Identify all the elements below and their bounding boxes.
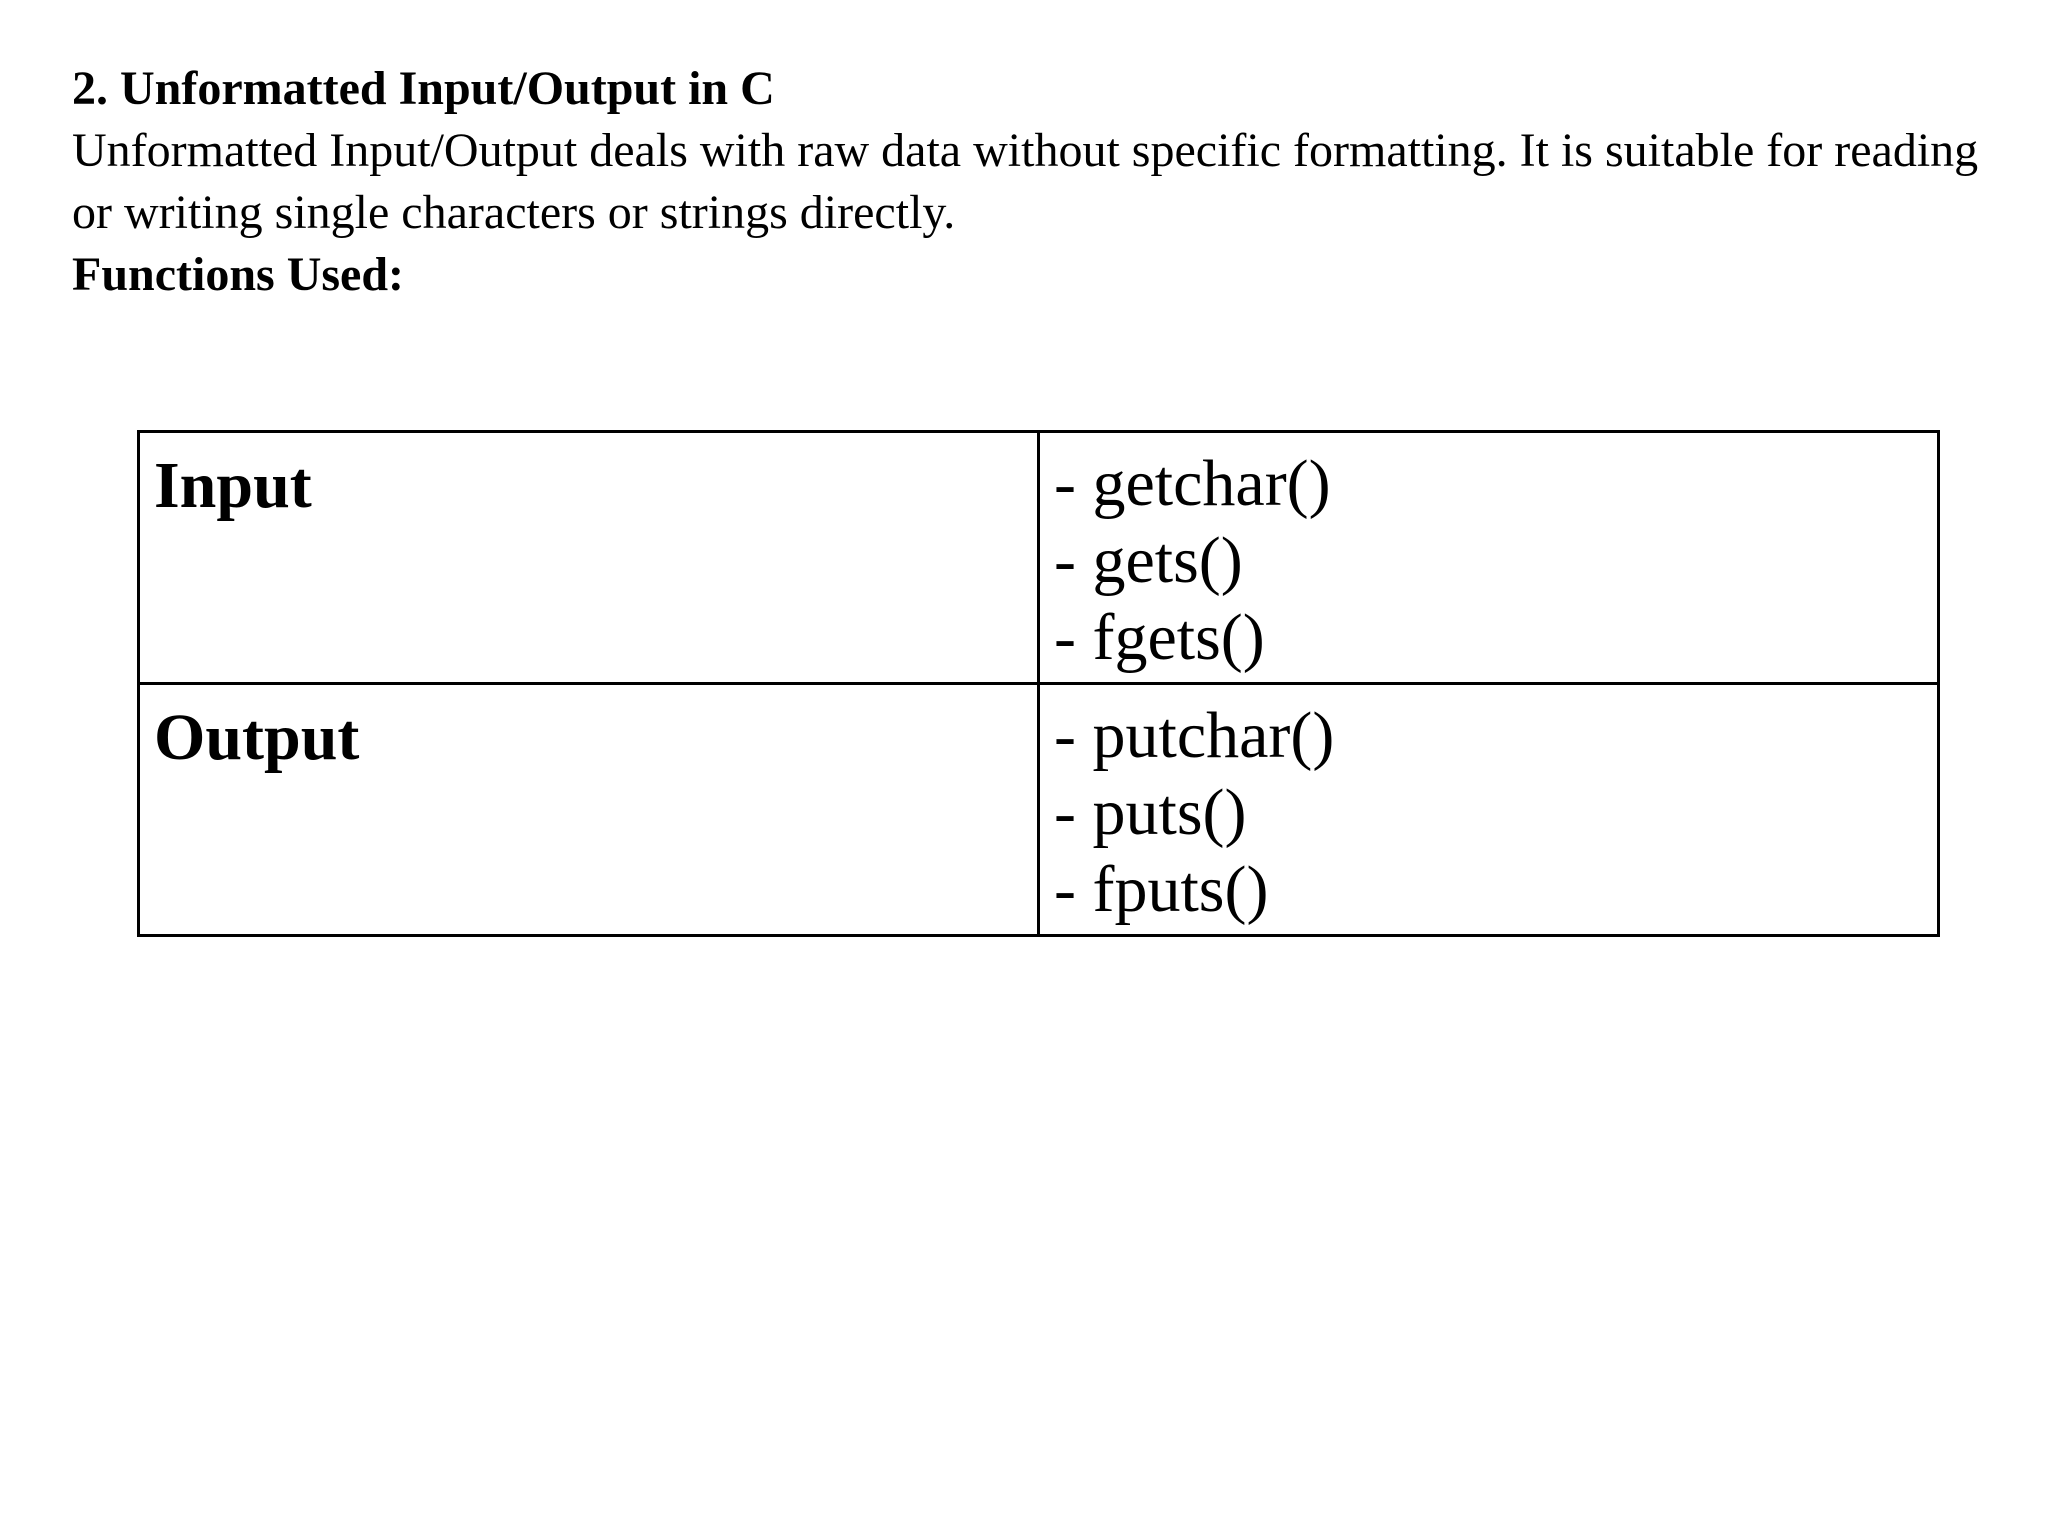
- document-text: [72, 58, 1992, 306]
- table-cell-label: Output: [139, 684, 1039, 936]
- section-paragraph: Unformatted Input/Output deals with raw data without specific formatting. It is suitable for reading or writing single characters or strings directly.: [72, 124, 1979, 239]
- function-item: - gets(): [1054, 524, 1243, 597]
- table-row-output: [139, 684, 1939, 936]
- table-row-input: [139, 432, 1939, 684]
- function-item: - fputs(): [1054, 853, 1269, 926]
- table-cell-functions: [1039, 432, 1939, 684]
- function-item: - putchar(): [1054, 699, 1335, 772]
- function-item: - puts(): [1054, 776, 1247, 849]
- io-functions-table: [137, 430, 1940, 937]
- table-cell-label: Input: [139, 432, 1039, 684]
- section-heading: 2. Unformatted Input/Output in C: [72, 62, 775, 115]
- table-cell-functions: [1039, 684, 1939, 936]
- function-item: - getchar(): [1054, 447, 1331, 520]
- functions-used-heading: Functions Used:: [72, 248, 405, 301]
- function-item: - fgets(): [1054, 601, 1265, 674]
